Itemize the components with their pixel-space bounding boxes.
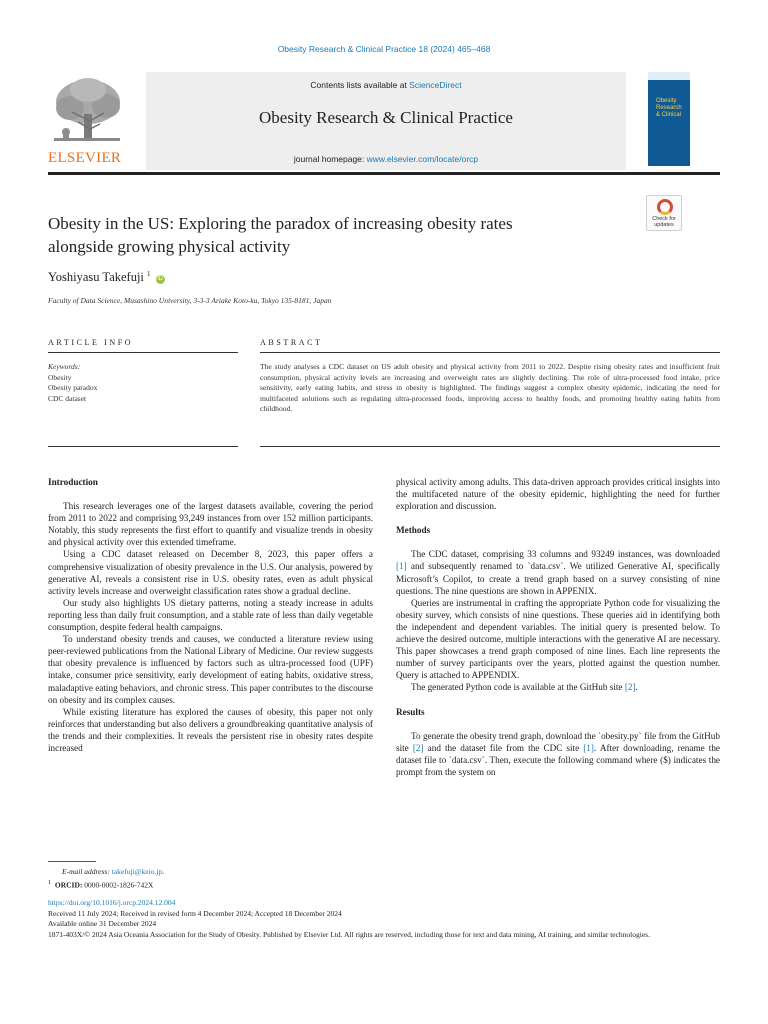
results-heading: Results — [396, 706, 425, 717]
check-for-updates-badge[interactable] — [646, 195, 682, 231]
doi-link[interactable]: https://doi.org/10.1016/j.orcp.2024.12.004 — [48, 898, 176, 907]
methods-paragraph — [396, 548, 720, 596]
results-text: and the dataset file from the CDC site — [423, 742, 584, 753]
results-text: . After downloading, rename the dataset file to `data.csv`. Then, execute the following command where ($) indicates the prompt from the system on — [396, 742, 720, 777]
reference-link[interactable]: [1] — [396, 561, 407, 572]
journal-homepage — [146, 154, 626, 164]
sciencedirect-link[interactable]: ScienceDirect — [409, 80, 462, 90]
reference-link[interactable]: [2] — [624, 682, 636, 693]
publication-info — [48, 898, 720, 940]
article-title-line-1: Obesity in the US: Exploring the paradox of increasing obesity rates — [48, 214, 513, 233]
keywords-label: Keywords: — [48, 362, 81, 371]
abstract-text: The study analyses a CDC dataset on US adult obesity and physical activity from 2011 to 2022. Despite rising obesity rates and insufficient fruit consumption, physical activity levels are increasing and overweight rates are slightly declining. The role of ultra-processed food intake, price sensitivity, early eating habits, and stress in obesity is highlighted. The findings suggest a complex obesity epidemic, indicating the need for multifaceted solutions such as regulating ultra-processed foods, improving access to healthy foods, and promoting healthy eating habits from childhood. — [260, 362, 720, 414]
update-icon — [657, 199, 673, 215]
methods-paragraph: Queries are instrumental in crafting the appropriate Python code for visualizing the obesity survey, which consists of nine questions. These queries aid in identifying both the independent and dependent variables. The initial query is presented below. To achieve the desired outcome, multiple interactions with the generative AI are necessary. This paper showcases a trend graph composed of nine lines. Each line represents the number of survey participants over the years, plotted against the question number. Query is attached to APPENDIX. — [396, 597, 720, 681]
author-name[interactable]: Yoshiyasu Takefuji — [48, 270, 144, 285]
header-rule — [48, 172, 720, 175]
intro-paragraph: To understand obesity trends and causes, we conducted a literature review using peer-reviewed publications from the National Library of Medicine. Our review suggests that obesity prevalence is influenced by factors such as ultra-processed food (UPF) intake, consumer price sensitivity, early development of eating habits, oxidative stress, maladaptive eating behaviors, and chronic stress. This paper contributes to the discourse on obesity and its complex causes. — [48, 634, 373, 705]
methods-text: The generated Python code is available at the GitHub site — [411, 682, 625, 693]
article-info-bottom-rule — [48, 446, 238, 447]
methods-text: . — [635, 682, 638, 693]
copyright-notice: 1871-403X/© 2024 Asia Oceania Association for the Study of Obesity. Published by Elsevier Ltd. All rights are reserved, including those for text and data mining, AI training, and similar technologies. — [48, 929, 650, 939]
intro-continuation: physical activity among adults. This data-driven approach provides critical insights into the multifaceted nature of the obesity epidemic, highlighting the need for further exploration and discussion. — [396, 477, 720, 512]
contents-availability — [146, 80, 626, 90]
methods-paragraph — [396, 681, 720, 693]
footnote-rule — [48, 861, 96, 862]
footnotes — [48, 866, 348, 891]
received-dates: Received 11 July 2024; Received in revised form 4 December 2024; Accepted 18 December 2024 — [48, 908, 342, 918]
check-for-updates-label: Check for updates — [652, 216, 676, 228]
cover-title-line-2: Research — [656, 105, 682, 111]
article-info-rule — [48, 352, 238, 353]
keywords-block — [48, 362, 238, 404]
cover-title-line-1: Obesity — [656, 98, 677, 104]
article-info-heading: ARTICLE INFO — [48, 338, 134, 347]
author-line — [48, 270, 165, 285]
intro-paragraph: Using a CDC dataset released on December 8, 2023, this paper offers a comprehensive visualization of obesity prevalence in the U.S. Our analysis, powered by generative AI, reveals a consistent rise in U.S. obesity rates, even as adult physical activity levels increase and overweight classification rates show a gradual decline. — [48, 549, 373, 596]
reference-link[interactable]: [1] — [583, 742, 594, 753]
orcid-id[interactable]: 0000-0002-1826-742X — [84, 880, 154, 890]
orcid-icon[interactable]: iD — [157, 276, 163, 283]
abstract-heading: ABSTRACT — [260, 338, 323, 347]
journal-citation[interactable]: Obesity Research & Clinical Practice 18 (2024) 465–468 — [277, 44, 491, 54]
orcid-footnote — [48, 877, 348, 891]
available-online: Available online 31 December 2024 — [48, 919, 157, 928]
publisher-logo-text: ELSEVIER — [48, 150, 122, 166]
methods-heading: Methods — [396, 525, 431, 536]
left-column — [48, 476, 373, 754]
article-title-line-2: alongside growing physical activity — [48, 237, 291, 256]
intro-paragraph: This research leverages one of the largest datasets available, covering the period from 2011 to 2022 and comprising 93,249 instances from over 152 million participants. Notably, this study represents the first effort to quantify and visualize trends in obesity and physical activity over this extended timeframe. — [48, 501, 373, 548]
cover-title — [656, 98, 682, 119]
keyword-item[interactable]: Obesity — [48, 372, 72, 382]
results-text: To generate the obesity trend graph, download the `obesity.py` file from the GitHub site — [396, 730, 720, 753]
cover-top-band — [648, 72, 690, 80]
orcid-label: ORCID: — [54, 880, 83, 890]
email-footnote: E-mail address: takefuji@keio.jp. — [62, 867, 165, 876]
orcid-footnote-marker: 1 — [48, 879, 52, 886]
right-column — [396, 476, 720, 778]
journal-masthead — [146, 72, 626, 170]
abstract-rule — [260, 352, 720, 353]
introduction-heading: Introduction — [48, 477, 98, 487]
homepage-link[interactable]: www.elsevier.com/locate/orcp — [366, 154, 479, 164]
results-paragraph — [396, 730, 720, 778]
intro-paragraph: While existing literature has explored the causes of obesity, this paper not only reinforces that understanding but also delivers a groundbreaking quantitative analysis of the trends and their complexities. It reveals the persistent rise in obesity rates despite increased — [48, 706, 373, 753]
methods-text: The CDC dataset, comprising 33 columns and 93249 instances, was downloaded — [411, 549, 720, 560]
keyword-item[interactable]: Obesity paradox — [48, 383, 98, 392]
email-link[interactable]: takefuji@keio.jp — [111, 867, 163, 876]
affiliation: Faculty of Data Science, Musashino University, 3-3-3 Ariake Koto-ku, Tokyo 135-8181, Japan — [48, 296, 332, 305]
keyword-item[interactable]: CDC dataset — [48, 393, 87, 403]
email-label: E-mail address: — [62, 867, 110, 876]
reference-link[interactable]: [2] — [412, 742, 424, 753]
intro-paragraph: Our study also highlights US dietary patterns, noting a steady increase in adults reporting less than daily fruit consumption, and a stable rate of less than daily vegetable consumption, despite federal health campaigns. — [48, 597, 373, 633]
article-title — [48, 212, 608, 258]
methods-text: and subsequently renamed to `data.csv`. We utilized Generative AI, specifically Microsoft’s Copilot, to create a trend graph based on a survey consisting of nine questions. The nine questions are shown in APPENIX. — [396, 561, 720, 596]
journal-title: Obesity Research & Clinical Practice — [259, 108, 513, 127]
contents-prefix: Contents lists available at — [310, 80, 410, 90]
cover-title-line-3: & Clinical — [656, 112, 682, 118]
journal-cover-thumbnail[interactable] — [648, 72, 690, 166]
author-footnote-marker[interactable]: 1 — [147, 270, 151, 278]
abstract-bottom-rule — [260, 446, 720, 447]
homepage-prefix: journal homepage: — [293, 154, 367, 164]
